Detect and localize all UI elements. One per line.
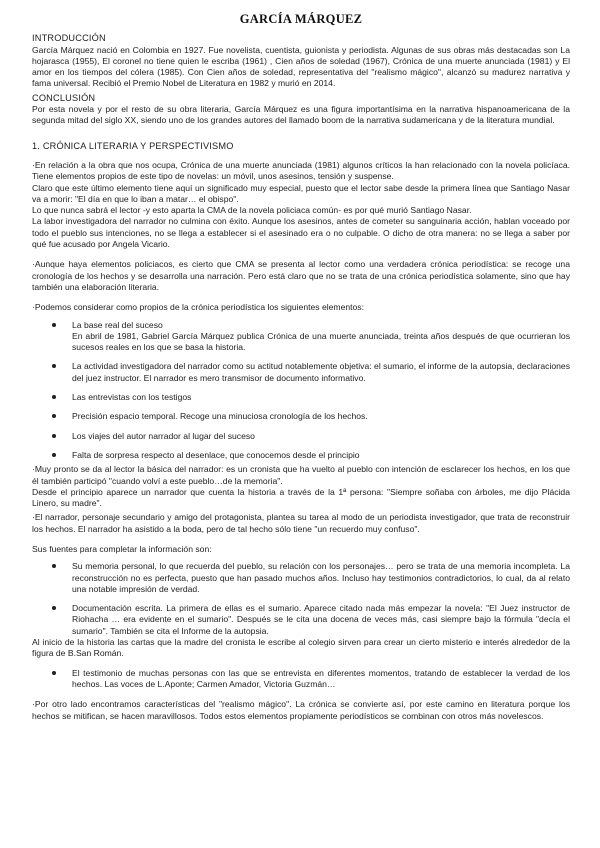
- paragraph: Lo que nunca sabrá el lector -y esto aparta la CMA de la novela policiaca común- es por qué murió Santiago Nasar.: [32, 205, 472, 216]
- sources-list: [32, 561, 570, 637]
- paragraph: La labor investigadora del narrador no culmina con éxito. Aunque los asesinos, antes de cometer su sanguinaria acción, hablan voceado por todo el pueblo sus intenciones, no se llega a establecer si el asesinado era o no culpable. O dicho de otra manera: no se llega a saber por qué fue acusado por Angela Vicario.: [32, 216, 570, 250]
- list-item: [32, 361, 570, 384]
- list-item-title: La actividad investigadora del narrador como su actitud notablemente objetiva: el sumario, el informe de la autopsia, declaraciones del juez instructor. El narrador es mero transmisor de documento informativo.: [72, 361, 570, 383]
- conclusion-heading: CONCLUSIÓN: [32, 92, 96, 103]
- list-item: [32, 320, 570, 354]
- list-item-title: Falta de sorpresa respecto al desenlace, que conocemos desde el principio: [72, 449, 360, 460]
- page-title: GARCÍA MÁRQUEZ: [239, 12, 363, 26]
- list-item: [32, 411, 570, 422]
- list-item: [32, 392, 570, 403]
- intro-heading: INTRODUCCIÓN: [32, 33, 106, 44]
- list-item-title: Los viajes del autor narrador al lugar del suceso: [72, 430, 255, 441]
- paragraph: Al inicio de la historia las cartas que la madre del cronista le escribe al colegio sirven para crear un cierto misterio e interés alrededor de la figura de B.San Román.: [32, 637, 570, 659]
- conclusion-text: Por esta novela y por el resto de su obra literaria, García Márquez es una figura importantísima en la narrativa hispanoamericana de la segunda mitad del siglo XX, siendo uno de los grandes autores del llamado boom de la narrativa sudamericana y de la literatura mundial.: [32, 104, 570, 126]
- paragraph: ·Por otro lado encontramos características del "realismo mágico". La crónica se convierte así, por este camino en literatura porque los hechos se mitifican, se hacen maravillosos. Todos estos elementos propiamente periodísticos se combinan con otros más novelescos.: [32, 699, 570, 721]
- list-item: Documentación escrita. La primera de ellas es el sumario. Aparece citado nada más empezar la novela: "El Juez instructor de Riohacha … era evidente en el sumario". Después se le cita una docena de veces más, casi siempre bajo la fórmula "decía el sumario". También se cita el Informe de la autopsia.: [32, 603, 570, 637]
- paragraph: Sus fuentes para completar la información son:: [32, 543, 212, 554]
- paragraph: Claro que este último elemento tiene aquí un significado muy especial, puesto que el lector sabe desde la primera línea que Santiago Nasar va a morir: "El día en que lo iban a matar… el obispo".: [32, 182, 570, 204]
- paragraph: ·Aunque haya elementos policiacos, es cierto que CMA se presenta al lector como una verdadera crónica periodística: se recoge una cronología de los hechos y se desarrolla una narración. Pero está claro que no se trata de una crónica periodística solamente, sino que hay también una elaboración literaria.: [32, 259, 570, 292]
- list-item-title: La base real del suceso: [72, 319, 163, 330]
- list-item: Su memoria personal, lo que recuerda del pueblo, su relación con los personajes… pero se trata de una memoria incompleta. La reconstrucción no es perfecta, puesto que han pasado muchos años. Incluso hay testimonios contradictorios, lo cual, da al relato una notable impresión de verdad.: [32, 561, 570, 595]
- paragraph: Desde el principio aparece un narrador que cuenta la historia a través de la 1ª persona: "Siempre soñaba con árboles, me dijo Plácida Linero, su madre".: [32, 486, 570, 509]
- list-item-detail: En abril de 1981, Gabriel García Márquez publica Crónica de una muerte anunciada, treinta años después de que ocurrieran los sucesos reales en los que se basa la historia.: [72, 330, 570, 353]
- list-item: [32, 450, 570, 461]
- paragraph: ·Muy pronto se da al lector la básica del narrador: es un cronista que ha vuelto al pueblo con intención de esclarecer los hechos, en los que él también participó "cuando volví a este pueblo…de la memoria".: [32, 464, 570, 486]
- section1-heading: 1. CRÓNICA LITERARIA Y PERSPECTIVISMO: [32, 140, 234, 151]
- list-item-title: Precisión espacio temporal. Recoge una minuciosa cronología de los hechos.: [72, 411, 368, 422]
- journalistic-elements-list: [32, 320, 570, 462]
- list-item: El testimonio de muchas personas con las que se entrevista en diferentes momentos, tratando de establecer la verdad de los hechos. Las voces de L.Aponte; Carmen Amador, Victoria Guzmán…: [32, 668, 570, 691]
- paragraph: ·Podemos considerar como propios de la crónica periodística los siguientes elementos:: [32, 302, 364, 313]
- list-item: [32, 431, 570, 442]
- list-item-title: Las entrevistas con los testigos: [72, 392, 192, 403]
- paragraph: ·El narrador, personaje secundario y amigo del protagonista, plantea su tarea al modo de un periodista investigador, que trata de reconstruir los hechos. El narrador ha asistido a la boda, pero de tal hecho sólo tiene "un recuerdo muy confuso".: [32, 512, 570, 534]
- intro-text: García Márquez nació en Colombia en 1927. Fue novelista, cuentista, guionista y periodista. Algunas de sus obras más destacadas son La hojarasca (1955), El coronel no tiene quien le escriba (1961) , Cien años de soledad (1967), Crónica de una muerte anunciada (1981) y El amor en los tiempos del cólera (1985). Con Cien años de soledad, representativa del "realismo mágico", alcanzó su madurez narrativa y fama universal. Recibió el Premio Nobel de Literatura en 1982 y murió en 2014.: [32, 44, 570, 89]
- paragraph: ·En relación a la obra que nos ocupa, Crónica de una muerte anunciada (1981) algunos críticos la han relacionado con la novela policíaca. Tiene elementos propios de este tipo de novelas: un móvil, unos asesinos, tensión y suspense.: [32, 159, 570, 182]
- sources-list-continued: [32, 668, 570, 691]
